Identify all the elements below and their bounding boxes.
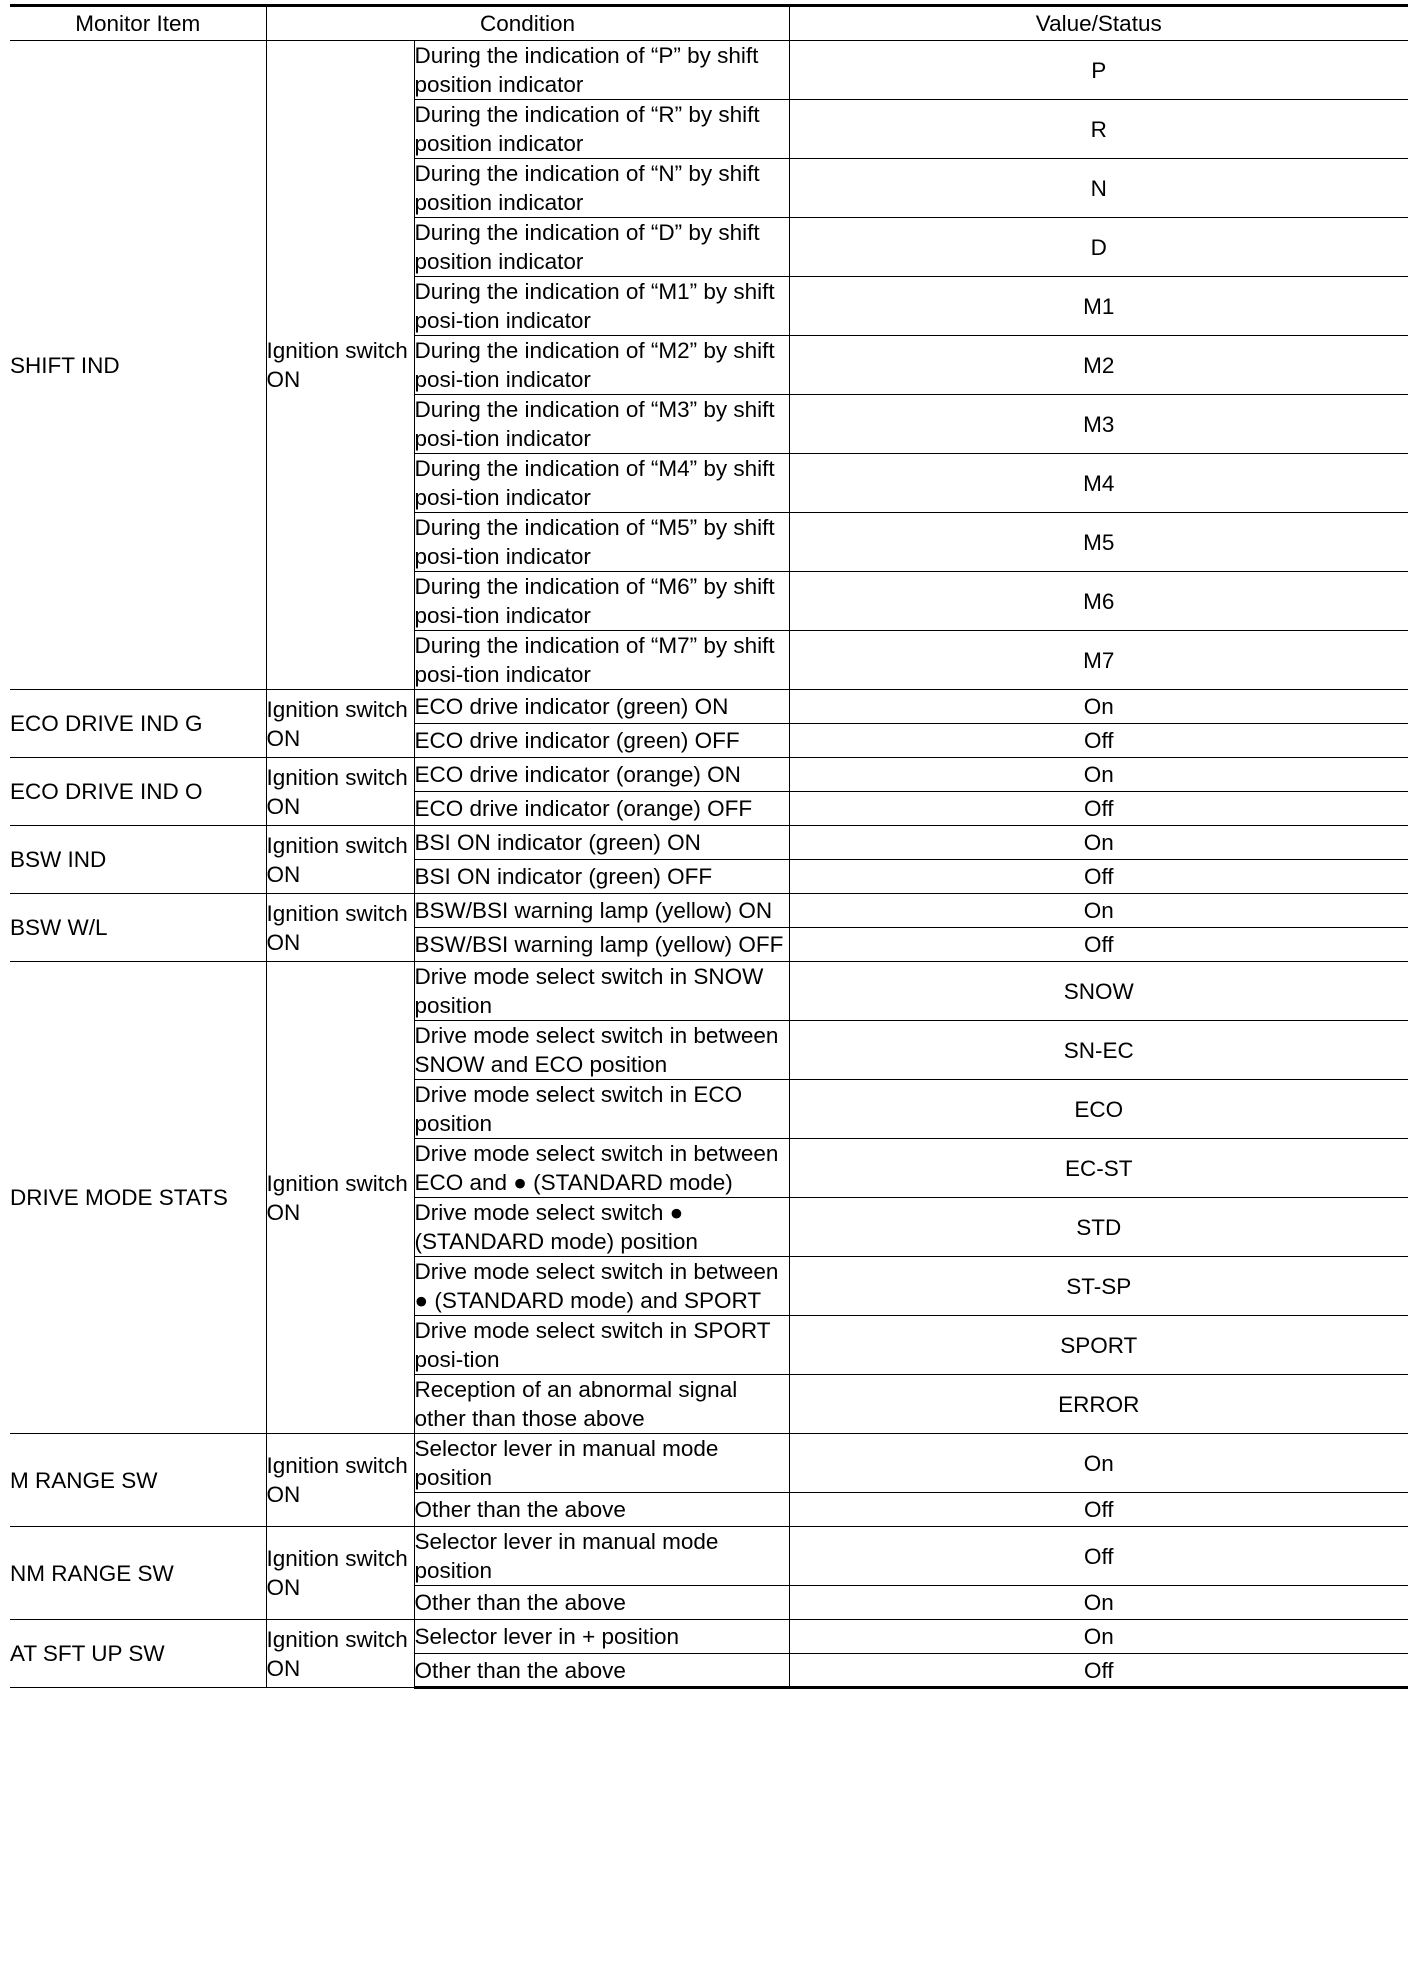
table-row xyxy=(10,894,1408,928)
header-monitor-item: Monitor Item xyxy=(10,6,266,41)
value-cell: EC-ST xyxy=(789,1139,1408,1198)
condition-detail-cell: BSI ON indicator (green) ON xyxy=(414,826,789,860)
condition-cell: Ignition switch ON xyxy=(266,826,414,894)
value-cell: M5 xyxy=(789,513,1408,572)
condition-detail-cell: During the indication of “N” by shift position indicator xyxy=(414,159,789,218)
value-cell: Off xyxy=(789,792,1408,826)
condition-detail-cell: During the indication of “R” by shift position indicator xyxy=(414,100,789,159)
condition-detail-cell: Other than the above xyxy=(414,1654,789,1688)
condition-detail-cell: Other than the above xyxy=(414,1586,789,1620)
table-row xyxy=(10,690,1408,724)
value-cell: On xyxy=(789,894,1408,928)
value-cell: Off xyxy=(789,724,1408,758)
value-cell: M7 xyxy=(789,631,1408,690)
condition-cell: Ignition switch ON xyxy=(266,1527,414,1620)
condition-cell: Ignition switch ON xyxy=(266,894,414,962)
value-cell: On xyxy=(789,690,1408,724)
condition-detail-cell: During the indication of “M1” by shift posi-tion indicator xyxy=(414,277,789,336)
condition-detail-cell: BSW/BSI warning lamp (yellow) ON xyxy=(414,894,789,928)
table-row xyxy=(10,962,1408,1021)
condition-detail-cell: Drive mode select switch in between ECO and ● (STANDARD mode) xyxy=(414,1139,789,1198)
condition-detail-cell: ECO drive indicator (orange) ON xyxy=(414,758,789,792)
condition-detail-cell: During the indication of “M5” by shift posi-tion indicator xyxy=(414,513,789,572)
value-cell: Off xyxy=(789,1654,1408,1688)
monitor-item-cell: ECO DRIVE IND G xyxy=(10,690,266,758)
condition-cell: Ignition switch ON xyxy=(266,690,414,758)
value-cell: P xyxy=(789,41,1408,100)
condition-detail-cell: Drive mode select switch ● (STANDARD mode) position xyxy=(414,1198,789,1257)
header-value-status: Value/Status xyxy=(789,6,1408,41)
value-cell: ECO xyxy=(789,1080,1408,1139)
table-row xyxy=(10,1527,1408,1586)
condition-detail-cell: Selector lever in + position xyxy=(414,1620,789,1654)
condition-cell: Ignition switch ON xyxy=(266,758,414,826)
value-cell: ERROR xyxy=(789,1375,1408,1434)
value-cell: On xyxy=(789,826,1408,860)
monitor-item-cell: NM RANGE SW xyxy=(10,1527,266,1620)
value-cell: N xyxy=(789,159,1408,218)
monitor-item-cell: AT SFT UP SW xyxy=(10,1620,266,1688)
value-cell: M4 xyxy=(789,454,1408,513)
monitor-item-cell: DRIVE MODE STATS xyxy=(10,962,266,1434)
value-cell: M6 xyxy=(789,572,1408,631)
value-cell: ST-SP xyxy=(789,1257,1408,1316)
header-row xyxy=(10,6,1408,41)
condition-cell: Ignition switch ON xyxy=(266,1434,414,1527)
value-cell: On xyxy=(789,1620,1408,1654)
condition-detail-cell: During the indication of “M6” by shift posi-tion indicator xyxy=(414,572,789,631)
condition-detail-cell: During the indication of “M2” by shift posi-tion indicator xyxy=(414,336,789,395)
condition-detail-cell: During the indication of “D” by shift position indicator xyxy=(414,218,789,277)
condition-detail-cell: ECO drive indicator (green) ON xyxy=(414,690,789,724)
condition-detail-cell: During the indication of “M7” by shift posi-tion indicator xyxy=(414,631,789,690)
value-cell: On xyxy=(789,1434,1408,1493)
condition-detail-cell: During the indication of “M4” by shift posi-tion indicator xyxy=(414,454,789,513)
value-cell: Off xyxy=(789,1527,1408,1586)
monitor-table xyxy=(10,4,1408,1689)
value-cell: M2 xyxy=(789,336,1408,395)
value-cell: On xyxy=(789,1586,1408,1620)
value-cell: R xyxy=(789,100,1408,159)
condition-detail-cell: ECO drive indicator (green) OFF xyxy=(414,724,789,758)
condition-detail-cell: Drive mode select switch in SPORT posi-tion xyxy=(414,1316,789,1375)
monitor-item-cell: M RANGE SW xyxy=(10,1434,266,1527)
condition-detail-cell: Selector lever in manual mode position xyxy=(414,1434,789,1493)
condition-detail-cell: Drive mode select switch in between SNOW and ECO position xyxy=(414,1021,789,1080)
condition-detail-cell: Other than the above xyxy=(414,1493,789,1527)
value-cell: D xyxy=(789,218,1408,277)
table-row xyxy=(10,1434,1408,1493)
condition-cell: Ignition switch ON xyxy=(266,1620,414,1688)
condition-cell: Ignition switch ON xyxy=(266,962,414,1434)
condition-detail-cell: During the indication of “P” by shift position indicator xyxy=(414,41,789,100)
condition-detail-cell: BSI ON indicator (green) OFF xyxy=(414,860,789,894)
value-cell: SNOW xyxy=(789,962,1408,1021)
condition-detail-cell: Drive mode select switch in SNOW position xyxy=(414,962,789,1021)
condition-detail-cell: ECO drive indicator (orange) OFF xyxy=(414,792,789,826)
condition-detail-cell: Drive mode select switch in ECO position xyxy=(414,1080,789,1139)
monitor-item-cell: SHIFT IND xyxy=(10,41,266,690)
value-cell: Off xyxy=(789,860,1408,894)
header-condition: Condition xyxy=(266,6,789,41)
value-cell: SN-EC xyxy=(789,1021,1408,1080)
table-row xyxy=(10,758,1408,792)
table-row xyxy=(10,1620,1408,1654)
monitor-item-cell: BSW IND xyxy=(10,826,266,894)
value-cell: On xyxy=(789,758,1408,792)
value-cell: M1 xyxy=(789,277,1408,336)
condition-detail-cell: BSW/BSI warning lamp (yellow) OFF xyxy=(414,928,789,962)
value-cell: Off xyxy=(789,1493,1408,1527)
value-cell: STD xyxy=(789,1198,1408,1257)
value-cell: M3 xyxy=(789,395,1408,454)
condition-cell: Ignition switch ON xyxy=(266,41,414,690)
table-row xyxy=(10,41,1408,100)
value-cell: Off xyxy=(789,928,1408,962)
condition-detail-cell: Drive mode select switch in between ● (STANDARD mode) and SPORT xyxy=(414,1257,789,1316)
value-cell: SPORT xyxy=(789,1316,1408,1375)
monitor-item-cell: BSW W/L xyxy=(10,894,266,962)
condition-detail-cell: During the indication of “M3” by shift posi-tion indicator xyxy=(414,395,789,454)
monitor-item-cell: ECO DRIVE IND O xyxy=(10,758,266,826)
condition-detail-cell: Selector lever in manual mode position xyxy=(414,1527,789,1586)
table-row xyxy=(10,826,1408,860)
condition-detail-cell: Reception of an abnormal signal other than those above xyxy=(414,1375,789,1434)
